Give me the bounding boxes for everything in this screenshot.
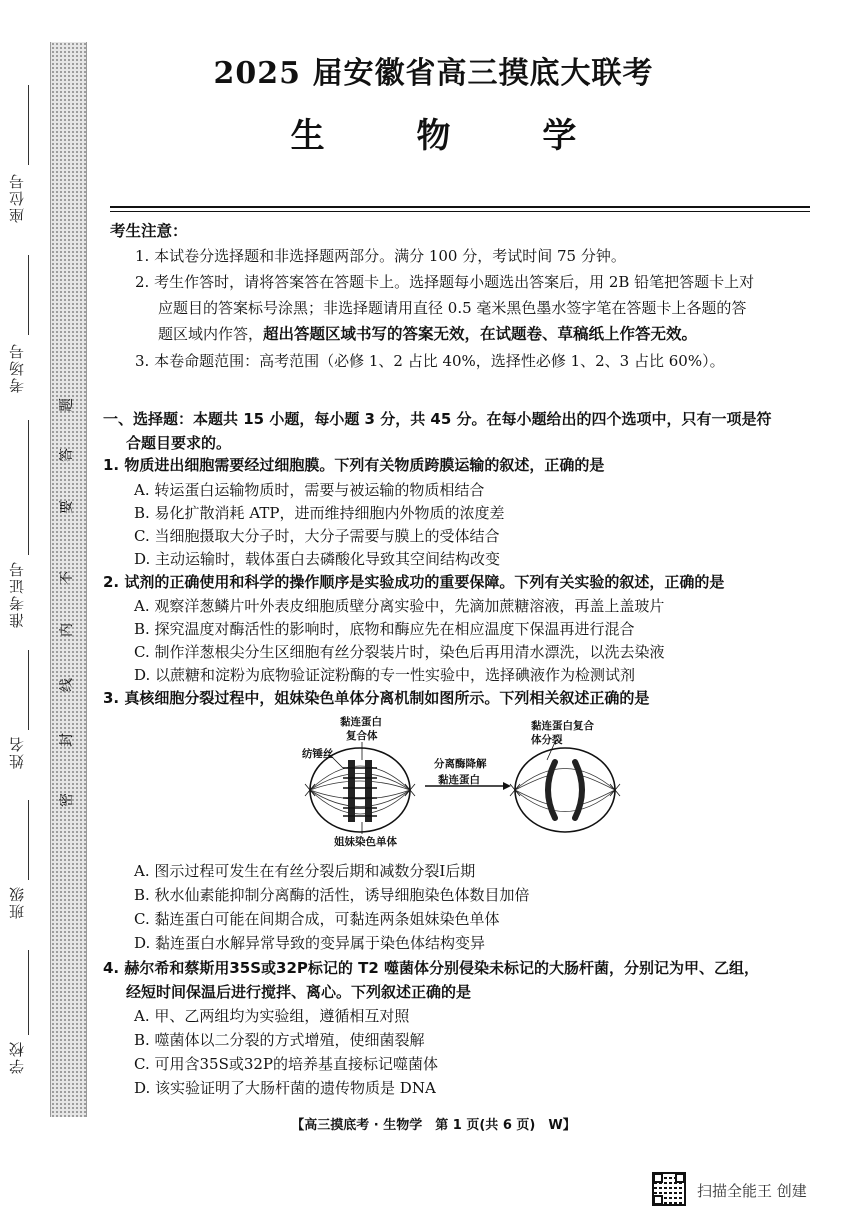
subject-title: 生 物 学 [290, 116, 617, 156]
option: B. 噬菌体以二分裂的方式增殖，使细菌裂解 [134, 1031, 425, 1049]
binding-area [0, 0, 100, 1227]
label-arrow: 分离酶降解 [434, 758, 487, 770]
seal-char: 答 [59, 448, 75, 462]
exam-title: 2025 届安徽省高三摸底大联考 [213, 56, 654, 91]
notice-item: 1. 本试卷分选择题和非选择题两部分。满分 100 分，考试时间 75 分钟。 [135, 247, 626, 265]
seal-char: 线 [59, 678, 75, 692]
class-label: 班级 [8, 885, 26, 919]
option: D. 黏连蛋白水解异常导致的变异属于染色体结构变异 [134, 934, 486, 952]
option: D. 主动运输时，载体蛋白去磷酸化导致其空间结构改变 [134, 550, 501, 568]
option: A. 转运蛋白运输物质时，需要与被运输的物质相结合 [134, 481, 485, 499]
school-line [28, 950, 29, 1035]
notice-item: 3. 本卷命题范围：高考范围（必修 1、2 占比 40%，选择性必修 1、2、3 占比 60%）。 [135, 352, 725, 370]
notice-heading: 考生注意： [110, 221, 188, 240]
option: B. 易化扩散消耗 ATP，进而维持细胞内外物质的浓度差 [134, 504, 505, 522]
label-complex-2: 复合体 [346, 730, 378, 742]
class-line [28, 800, 29, 880]
option: C. 当细胞摄取大分子时，大分子需要与膜上的受体结合 [134, 527, 500, 545]
qr-code-icon [652, 1172, 686, 1206]
seal-char: 内 [59, 623, 75, 637]
label-complex: 黏连蛋白 [340, 716, 382, 728]
admission-line [28, 420, 29, 555]
option: B. 探究温度对酶活性的影响时，底物和酶应先在相应温度下保温再进行混合 [134, 620, 635, 638]
option: C. 制作洋葱根尖分生区细胞有丝分裂装片时，染色后再用清水漂洗，以洗去染液 [134, 643, 665, 661]
exam-room-line [28, 255, 29, 335]
seal-char: 不 [59, 571, 75, 585]
scanner-watermark: 扫描全能王 创建 [697, 1182, 807, 1200]
option: A. 图示过程可发生在有丝分裂后期和减数分裂Ⅰ后期 [134, 862, 476, 880]
seat-label: 座位号 [8, 172, 26, 223]
option: A. 甲、乙两组均为实验组，遵循相互对照 [134, 1007, 410, 1025]
label-spindle: 纺锤丝 [302, 748, 334, 760]
seal-char: 密 [59, 793, 75, 807]
label-split: 黏连蛋白复合 [531, 720, 594, 732]
question-stem: 3. 真核细胞分裂过程中，姐妹染色单体分离机制如图所示。下列相关叙述正确的是 [103, 689, 650, 707]
title-rule-bottom [110, 211, 810, 212]
question-stem-cont: 经短时间保温后进行搅拌、离心。下列叙述正确的是 [126, 983, 472, 1001]
notice-item [158, 323, 697, 346]
notice-emphasis: 超出答题区域书写的答案无效，在试题卷、草稿纸上作答无效。 [263, 325, 698, 343]
seal-char: 封 [59, 733, 75, 747]
option: C. 可用含35S或32P的培养基直接标记噬菌体 [134, 1055, 439, 1073]
seal-char: 要 [59, 500, 75, 514]
arrow-head [503, 782, 511, 790]
question-stem: 1. 物质进出细胞需要经过细胞膜。下列有关物质跨膜运输的叙述，正确的是 [103, 456, 605, 474]
notice-item: 2. 考生作答时，请将答案答在答题卡上。选择题每小题选出答案后，用 2B 铅笔把答题卡上对 [135, 273, 755, 291]
option: A. 观察洋葱鳞片叶外表皮细胞质壁分离实验中，先滴加蔗糖溶液，再盖上盖玻片 [134, 597, 665, 615]
question-stem: 2. 试剂的正确使用和科学的操作顺序是实验成功的重要保障。下列有关实验的叙述，正确的是 [103, 573, 725, 591]
page-footer: 【高三摸底考 · 生物学 第 1 页(共 6 页) W】 [291, 1118, 576, 1133]
school-label: 学校 [8, 1040, 26, 1074]
notice-text: 题区域内作答， [158, 325, 264, 343]
label-sister-chromatid: 姐妹染色单体 [334, 836, 397, 848]
option: B. 秋水仙素能抑制分离酶的活性，诱导细胞染色体数目加倍 [134, 886, 530, 904]
name-line [28, 650, 29, 730]
cell-after [510, 742, 620, 832]
seal-char: 题 [59, 398, 75, 412]
admission-label: 准考证号 [8, 560, 26, 628]
section-heading: 一、选择题：本题共 15 小题，每小题 3 分，共 45 分。在每小题给出的四个选项中，只有一项是符 [103, 410, 772, 428]
section-heading-cont: 合题目要求的。 [126, 434, 232, 452]
title-rule-top [110, 206, 810, 208]
question-stem: 4. 赫尔希和蔡斯用35S或32P标记的 T2 噬菌体分别侵染未标记的大肠杆菌，分别记为甲、乙组， [103, 959, 760, 977]
exam-room-label: 考场号 [8, 342, 26, 393]
label-arrow-2: 黏连蛋白 [438, 774, 480, 786]
option: C. 黏连蛋白可能在间期合成，可黏连两条姐妹染色单体 [134, 910, 500, 928]
name-label: 姓名 [8, 735, 26, 769]
label-split-2: 体分裂 [531, 734, 563, 746]
option: D. 以蔗糖和淀粉为底物验证淀粉酶的专一性实验中，选择碘液作为检测试剂 [134, 666, 636, 684]
option: D. 该实验证明了大肠杆菌的遗传物质是 DNA [134, 1079, 436, 1097]
notice-item: 应题目的答案标号涂黑；非选择题请用直径 0.5 毫米黑色墨水签字笔在答题卡上各题的答 [158, 299, 747, 317]
